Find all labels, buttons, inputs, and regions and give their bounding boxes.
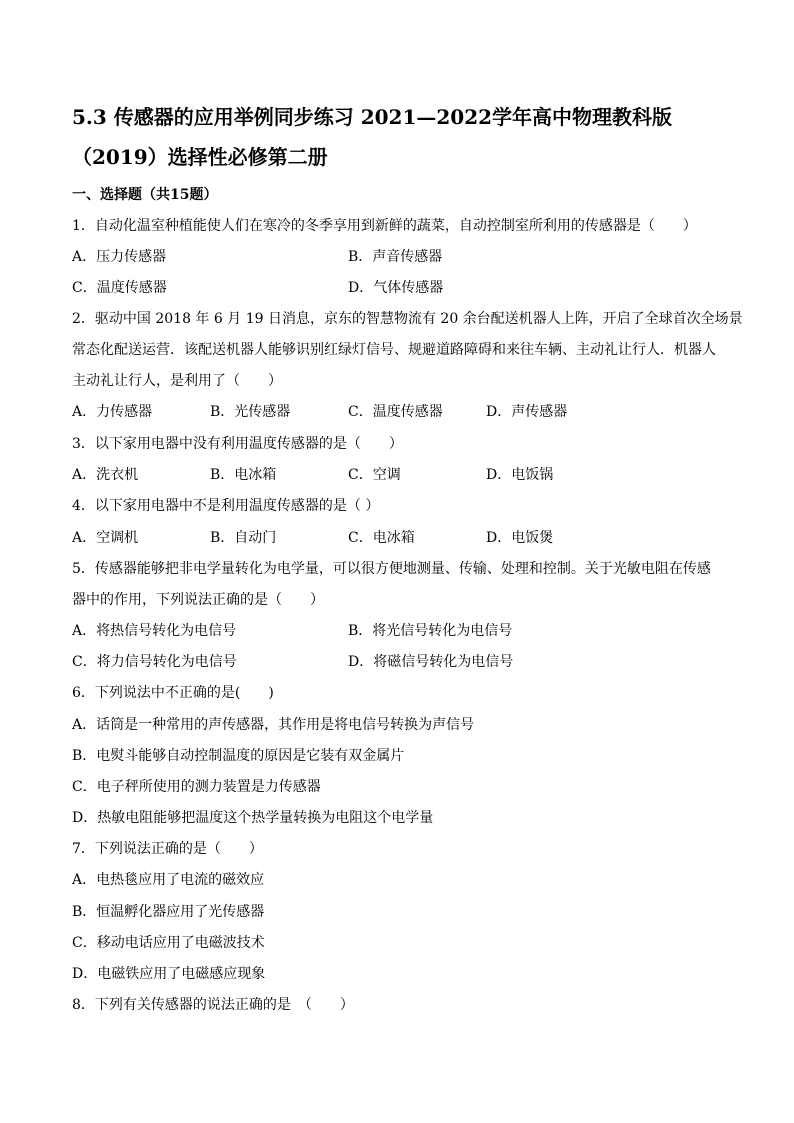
q6-option-a: A．话筒是一种常用的声传感器，其作用是将电信号转换为声信号 [72,717,475,733]
q8-stem: 8．下列有关传感器的说法正确的是 （ ） [72,997,354,1013]
q6-stem: 6．下列说法中不正确的是( ) [72,685,274,701]
q6-option-b: B．电熨斗能够自动控制温度的原因是它装有双金属片 [72,748,405,764]
document-title [72,97,732,177]
q3-option-a: A．洗衣机 [72,467,139,483]
q5-option-c: C．将力信号转化为电信号 [72,654,237,670]
q1-option-d: D．气体传感器 [348,280,444,296]
title-line-2: （2019）选择性必修第二册 [72,145,328,169]
q4-option-d: D．电饭煲 [486,530,554,546]
section-heading: 一、选择题（共15题） [72,187,218,203]
q7-option-a: A．电热毯应用了电流的磁效应 [72,872,265,888]
title-line-1: 5.3 传感器的应用举例同步练习 2021—2022学年高中物理教科版 [72,105,673,129]
q5-stem-line-1: 5．传感器能够把非电学量转化为电学量，可以很方便地测量、传输、处理和控制。关于光敏电阻在传感 [72,561,711,577]
q5-option-b: B．将光信号转化为电信号 [348,623,513,639]
q1-option-a: A．压力传感器 [72,249,167,265]
q2-stem-line-3: 主动礼让行人，是利用了（ ） [72,373,282,389]
q4-option-a: A．空调机 [72,530,139,546]
q1-option-c: C．温度传感器 [72,280,167,296]
q5-option-d: D．将磁信号转化为电信号 [348,654,514,670]
q2-option-a: A．力传感器 [72,404,153,420]
q1-option-b: B．声音传感器 [348,249,443,265]
q7-option-c: C．移动电话应用了电磁波技术 [72,935,265,951]
q7-stem: 7．下列说法正确的是（ ） [72,841,263,857]
q2-stem-line-1: 2．驱动中国 2018 年 6 月 19 日消息，京东的智慧物流有 20 余台配送机器人上阵，开启了全球首次全场景 [72,311,743,327]
q3-option-b: B．电冰箱 [210,467,277,483]
q2-option-d: D．声传感器 [486,404,568,420]
q4-option-b: B．自动门 [210,530,277,546]
q7-option-b: B．恒温孵化器应用了光传感器 [72,904,265,920]
q3-option-d: D．电饭锅 [486,467,554,483]
q2-stem-line-2: 常态化配送运营．该配送机器人能够识别红绿灯信号、规避道路障碍和来往车辆、主动礼让行人．机器人 [72,342,716,358]
q6-option-d: D．热敏电阻能够把温度这个热学量转换为电阻这个电学量 [72,810,434,826]
q6-option-c: C．电子秤所使用的测力装置是力传感器 [72,779,321,795]
q4-stem: 4．以下家用电器中不是利用温度传感器的是（ ） [72,498,380,514]
q2-option-c: C．温度传感器 [348,404,443,420]
q4-option-c: C．电冰箱 [348,530,415,546]
q3-option-c: C．空调 [348,467,401,483]
q2-option-b: B．光传感器 [210,404,291,420]
q1-stem: 1．自动化温室种植能使人们在寒冷的冬季享用到新鲜的蔬菜，自动控制室所利用的传感器是（ ） [72,218,697,234]
q5-stem-line-2: 器中的作用，下列说法正确的是（ ） [72,592,324,608]
q7-option-d: D．电磁铁应用了电磁感应现象 [72,966,266,982]
q3-stem: 3．以下家用电器中没有利用温度传感器的是（ ） [72,436,403,452]
q5-option-a: A．将热信号转化为电信号 [72,623,237,639]
